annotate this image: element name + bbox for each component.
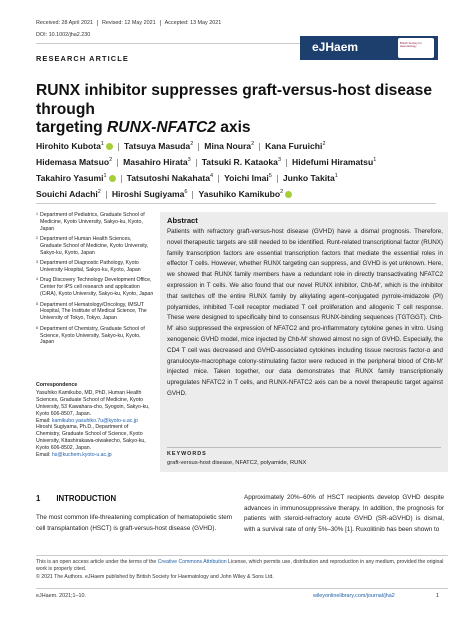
author bbox=[36, 189, 101, 199]
author-divider bbox=[36, 203, 436, 204]
author-separator bbox=[286, 159, 287, 167]
affiliation-number: 2 bbox=[36, 236, 38, 241]
author bbox=[112, 189, 188, 199]
keywords-divider bbox=[167, 447, 441, 448]
section-heading bbox=[36, 494, 116, 503]
author bbox=[265, 141, 325, 151]
author-separator bbox=[196, 159, 197, 167]
author-name: Hidefumi Hiramatsu bbox=[292, 156, 374, 167]
divider bbox=[160, 20, 161, 26]
author-affiliation-number: 4 bbox=[210, 173, 214, 180]
affiliation-text: Department of Diagnostic Pathology, Kyoto University Hospital, Sakyo-ku, Kyoto, Japan bbox=[40, 260, 141, 274]
author-name: Kana Furuichi bbox=[265, 140, 323, 151]
author-separator bbox=[192, 191, 193, 199]
affiliation-number: 1 bbox=[36, 212, 38, 216]
email-label: Email: bbox=[36, 452, 52, 459]
author-affiliation-number: 1 bbox=[334, 173, 338, 180]
author-affiliation-number: 1 bbox=[103, 173, 107, 180]
author-name: Tatsuya Masuda bbox=[123, 140, 191, 151]
author-separator bbox=[117, 159, 118, 167]
affiliation bbox=[36, 302, 154, 323]
author-separator bbox=[218, 175, 219, 183]
affiliation-number: 5 bbox=[36, 301, 38, 306]
author bbox=[36, 141, 113, 151]
author bbox=[127, 173, 213, 183]
affiliation bbox=[36, 326, 154, 347]
author-name: Takahiro Yasumi bbox=[36, 172, 104, 183]
author-name: Tatsuki R. Kataoka bbox=[201, 156, 278, 167]
author bbox=[123, 157, 191, 167]
author-affiliation-number: 2 bbox=[251, 141, 255, 147]
author-affiliation-number: 3 bbox=[277, 157, 282, 164]
intro-column-2: Approximately 20%–60% of HSCT recipients develop GVHD despite advances in immunosuppressive therapy. In addition, the prognosis for patients with steroid-refractory acute GVHD (SR-aGVHD) is dismal, with a survival rate of only 5%–30% [1]. Ruxolitinib has been shown to bbox=[244, 494, 444, 533]
author-affiliation-number: 5 bbox=[268, 173, 272, 180]
citation: eJHaem. 2021;1–10. bbox=[36, 593, 87, 599]
affiliation-text: Drug Discovery Technology Development Office, Center for iPS cell research and application (CiRA), Kyoto University, Sakyo-ku, Kyoto, Japan bbox=[40, 277, 154, 298]
page-number: 1 bbox=[436, 593, 439, 599]
society-logo: British Society for Haematology bbox=[400, 41, 422, 49]
email-label: Email: bbox=[36, 417, 52, 424]
keywords-heading: KEYWORDS bbox=[167, 451, 207, 457]
affiliation-text: Department of Pediatrics, Graduate School of Medicine, Kyoto University, Sakyo-ku, Kyoto, Japan bbox=[40, 212, 145, 232]
author-separator bbox=[121, 175, 122, 183]
author-affiliation-number: 2 bbox=[190, 141, 194, 147]
author-affiliation-number: 6 bbox=[184, 189, 188, 196]
author-list bbox=[36, 137, 446, 201]
author-affiliation-number: 2 bbox=[322, 141, 326, 147]
author-separator bbox=[118, 143, 119, 151]
orcid-icon[interactable] bbox=[285, 191, 292, 198]
author-separator bbox=[259, 143, 260, 151]
author-separator bbox=[106, 191, 107, 199]
abstract-body: Patients with refractory graft-versus-host disease (GVHD) have a dismal prognosis. Therefore, novel therapeutic targets are still needed to be identified. Runt-related transcriptional factor (RUNX) family transcription factors are essential transcription factors that mediate the essential roles in effector T cells. However, whether RUNX targeting can suppress, and GVHD is yet unknown. Here, we showed that RUNX family members have a redundant role in directly transactivating NFATC2 expression in T cells. We also found that our novel RUNX inhibitor, Chb-M', which is the inhibitor that switches off the entire RUNX family by alkylating agent–conjugated pyrrole-imidazole (PI) polyamides, inhibited T-cell receptor mediated T cell proliferation and allogenic T cell response. These were designed to specifically bind to consensus RUNX-binding sequences (TGTGGT). Chb-M' also suppressed the expression of NFATC2 and pro-inflammatory cytokine genes in vitro. Using xenogeneic GVHD model, mice injected by Chb-M' showed almost no sign of GVHD. Especially, the CD4 T cell was decreased and GVHD-associated cytokines including tissue necrosis factor-α and granulocyte-macrophage colony-stimulating factor were reduced in the peripheral blood of Chb-M' injected mice. Taken together, our data demonstrates that RUNX family transcriptionally upregulates NFATC2 in T cells, and RUNX-NFATC2 axis can be a novel therapeutic target against GVHD. bbox=[167, 228, 443, 397]
correspondence-text-1: Yasuhiko Kamikubo, MD, PhD, Human Health Sciences, Graduate School of Medicine, Kyoto University, 53 Kawahara-cho, Syogoin, Sakyo-ku, Kyoto 606-8507, Japan. bbox=[36, 389, 150, 417]
affiliation bbox=[36, 212, 154, 233]
correspondence-heading: Correspondence bbox=[36, 382, 78, 388]
author-affiliation-number: 3 bbox=[187, 157, 191, 164]
author bbox=[124, 141, 193, 151]
author-separator bbox=[198, 143, 199, 151]
author-name: Yasuhiko Kamikubo bbox=[198, 189, 281, 200]
article-title bbox=[36, 82, 446, 138]
divider bbox=[97, 20, 98, 26]
title-line-2-end: axis bbox=[215, 119, 251, 136]
email-link-2[interactable]: hs@kuchem.kyoto-u.ac.jp bbox=[51, 452, 112, 459]
affiliation-text: Department of Chemistry, Graduate School of Science, Kyoto University, Sakyo-ku, Kyoto, Japan bbox=[40, 325, 145, 346]
author-affiliation-number: 2 bbox=[280, 189, 284, 196]
affiliation-number: 3 bbox=[36, 260, 38, 265]
affiliation-text: Department of Hematology/Oncology, IMSUT Hospital, The Institute of Medical Science, The University of Tokyo, Tokyo, Japan bbox=[40, 301, 147, 322]
author-affiliation-number: 2 bbox=[97, 189, 101, 196]
author bbox=[224, 173, 272, 183]
orcid-icon[interactable] bbox=[109, 175, 116, 182]
affiliation-number: 4 bbox=[36, 277, 38, 282]
article-dates bbox=[36, 20, 225, 26]
author-name: Masahiro Hirata bbox=[123, 156, 188, 167]
author bbox=[36, 157, 112, 167]
journal-url[interactable]: wileyonlinelibrary.com/journal/jha2 bbox=[313, 593, 395, 599]
affiliations bbox=[36, 212, 154, 350]
author-name: Souichi Adachi bbox=[36, 189, 98, 200]
correspondence-text-2: Hiroshi Sugiyama, Ph.D., Department of Chemistry, Graduate School of Science, Kyoto University, Kitashirakawa-oiwakecho, Sakyo-ku, Kyoto 606-8502, Japan. bbox=[36, 424, 146, 452]
received-date: Received: 28 April 2021 bbox=[36, 20, 93, 27]
affiliation-text: Department of Human Health Sciences, Graduate School of Medicine, Kyoto University, Sakyo-ku, Kyoto, Japan bbox=[40, 236, 149, 256]
affiliation-number: 6 bbox=[36, 325, 38, 330]
accepted-date: Accepted: 13 May 2021 bbox=[164, 20, 222, 27]
author bbox=[204, 141, 254, 151]
affiliation bbox=[36, 236, 154, 257]
author bbox=[202, 157, 281, 167]
copyright: © 2021 The Authors. eJHaem published by British Society for Haematology and John Wiley & Sons Ltd. bbox=[36, 574, 274, 580]
author-name: Hirohito Kubota bbox=[36, 140, 101, 151]
affiliation bbox=[36, 260, 154, 274]
intro-column-1: The most common life-threatening complication of hematopoietic stem cell transplantation (HSCT) is graft-versus-host disease (GVHD). bbox=[36, 514, 232, 532]
author-name: Yoichi Imai bbox=[224, 172, 269, 183]
author-name: Mina Noura bbox=[204, 140, 252, 151]
orcid-icon[interactable] bbox=[106, 143, 113, 150]
footer-divider bbox=[36, 555, 448, 556]
section-number: 1 bbox=[36, 494, 41, 503]
title-line-1: RUNX inhibitor suppresses graft-versus-host disease through bbox=[36, 82, 433, 118]
author-name: Hiroshi Sugiyama bbox=[111, 189, 185, 200]
license-text-a: This is an open access article under the terms of the bbox=[36, 559, 158, 565]
author-name: Hidemasa Matsuo bbox=[36, 156, 110, 167]
license-note bbox=[36, 559, 448, 573]
author-affiliation-number: 2 bbox=[109, 157, 113, 164]
author-affiliation-number: 1 bbox=[100, 141, 104, 147]
affiliation bbox=[36, 277, 154, 298]
section-title: INTRODUCTION bbox=[56, 494, 117, 503]
title-line-2: targeting bbox=[36, 119, 108, 136]
doi: DOI: 10.1002/jha2.230 bbox=[36, 32, 91, 38]
author bbox=[36, 173, 116, 183]
abstract-heading: Abstract bbox=[167, 216, 198, 225]
bottom-divider bbox=[36, 588, 448, 589]
author bbox=[292, 157, 376, 167]
revised-date: Revised: 12 May 2021 bbox=[101, 20, 156, 27]
author-name: Junko Takita bbox=[282, 172, 335, 183]
title-italic-gene: RUNX-NFATC2 bbox=[107, 119, 216, 136]
email-link-1[interactable]: kamikubo.yasuhiko.7u@kyoto-u.ac.jp bbox=[51, 417, 138, 424]
journal-logo: eJHaem bbox=[312, 40, 359, 54]
article-type: RESEARCH ARTICLE bbox=[36, 54, 129, 63]
keywords-list: graft-versus-host disease, NFATC2, polyamide, RUNX bbox=[167, 460, 307, 466]
author bbox=[283, 173, 338, 183]
license-text-b: License, which permits use, distribution and reproduction in any medium, provided the original work is properly cited. bbox=[36, 559, 444, 573]
author bbox=[198, 189, 292, 199]
correspondence bbox=[36, 382, 154, 459]
license-link[interactable]: Creative Commons Attribution bbox=[157, 559, 227, 565]
author-name: Tatsutoshi Nakahata bbox=[126, 172, 210, 183]
author-separator bbox=[277, 175, 278, 183]
author-affiliation-number: 1 bbox=[373, 157, 377, 164]
